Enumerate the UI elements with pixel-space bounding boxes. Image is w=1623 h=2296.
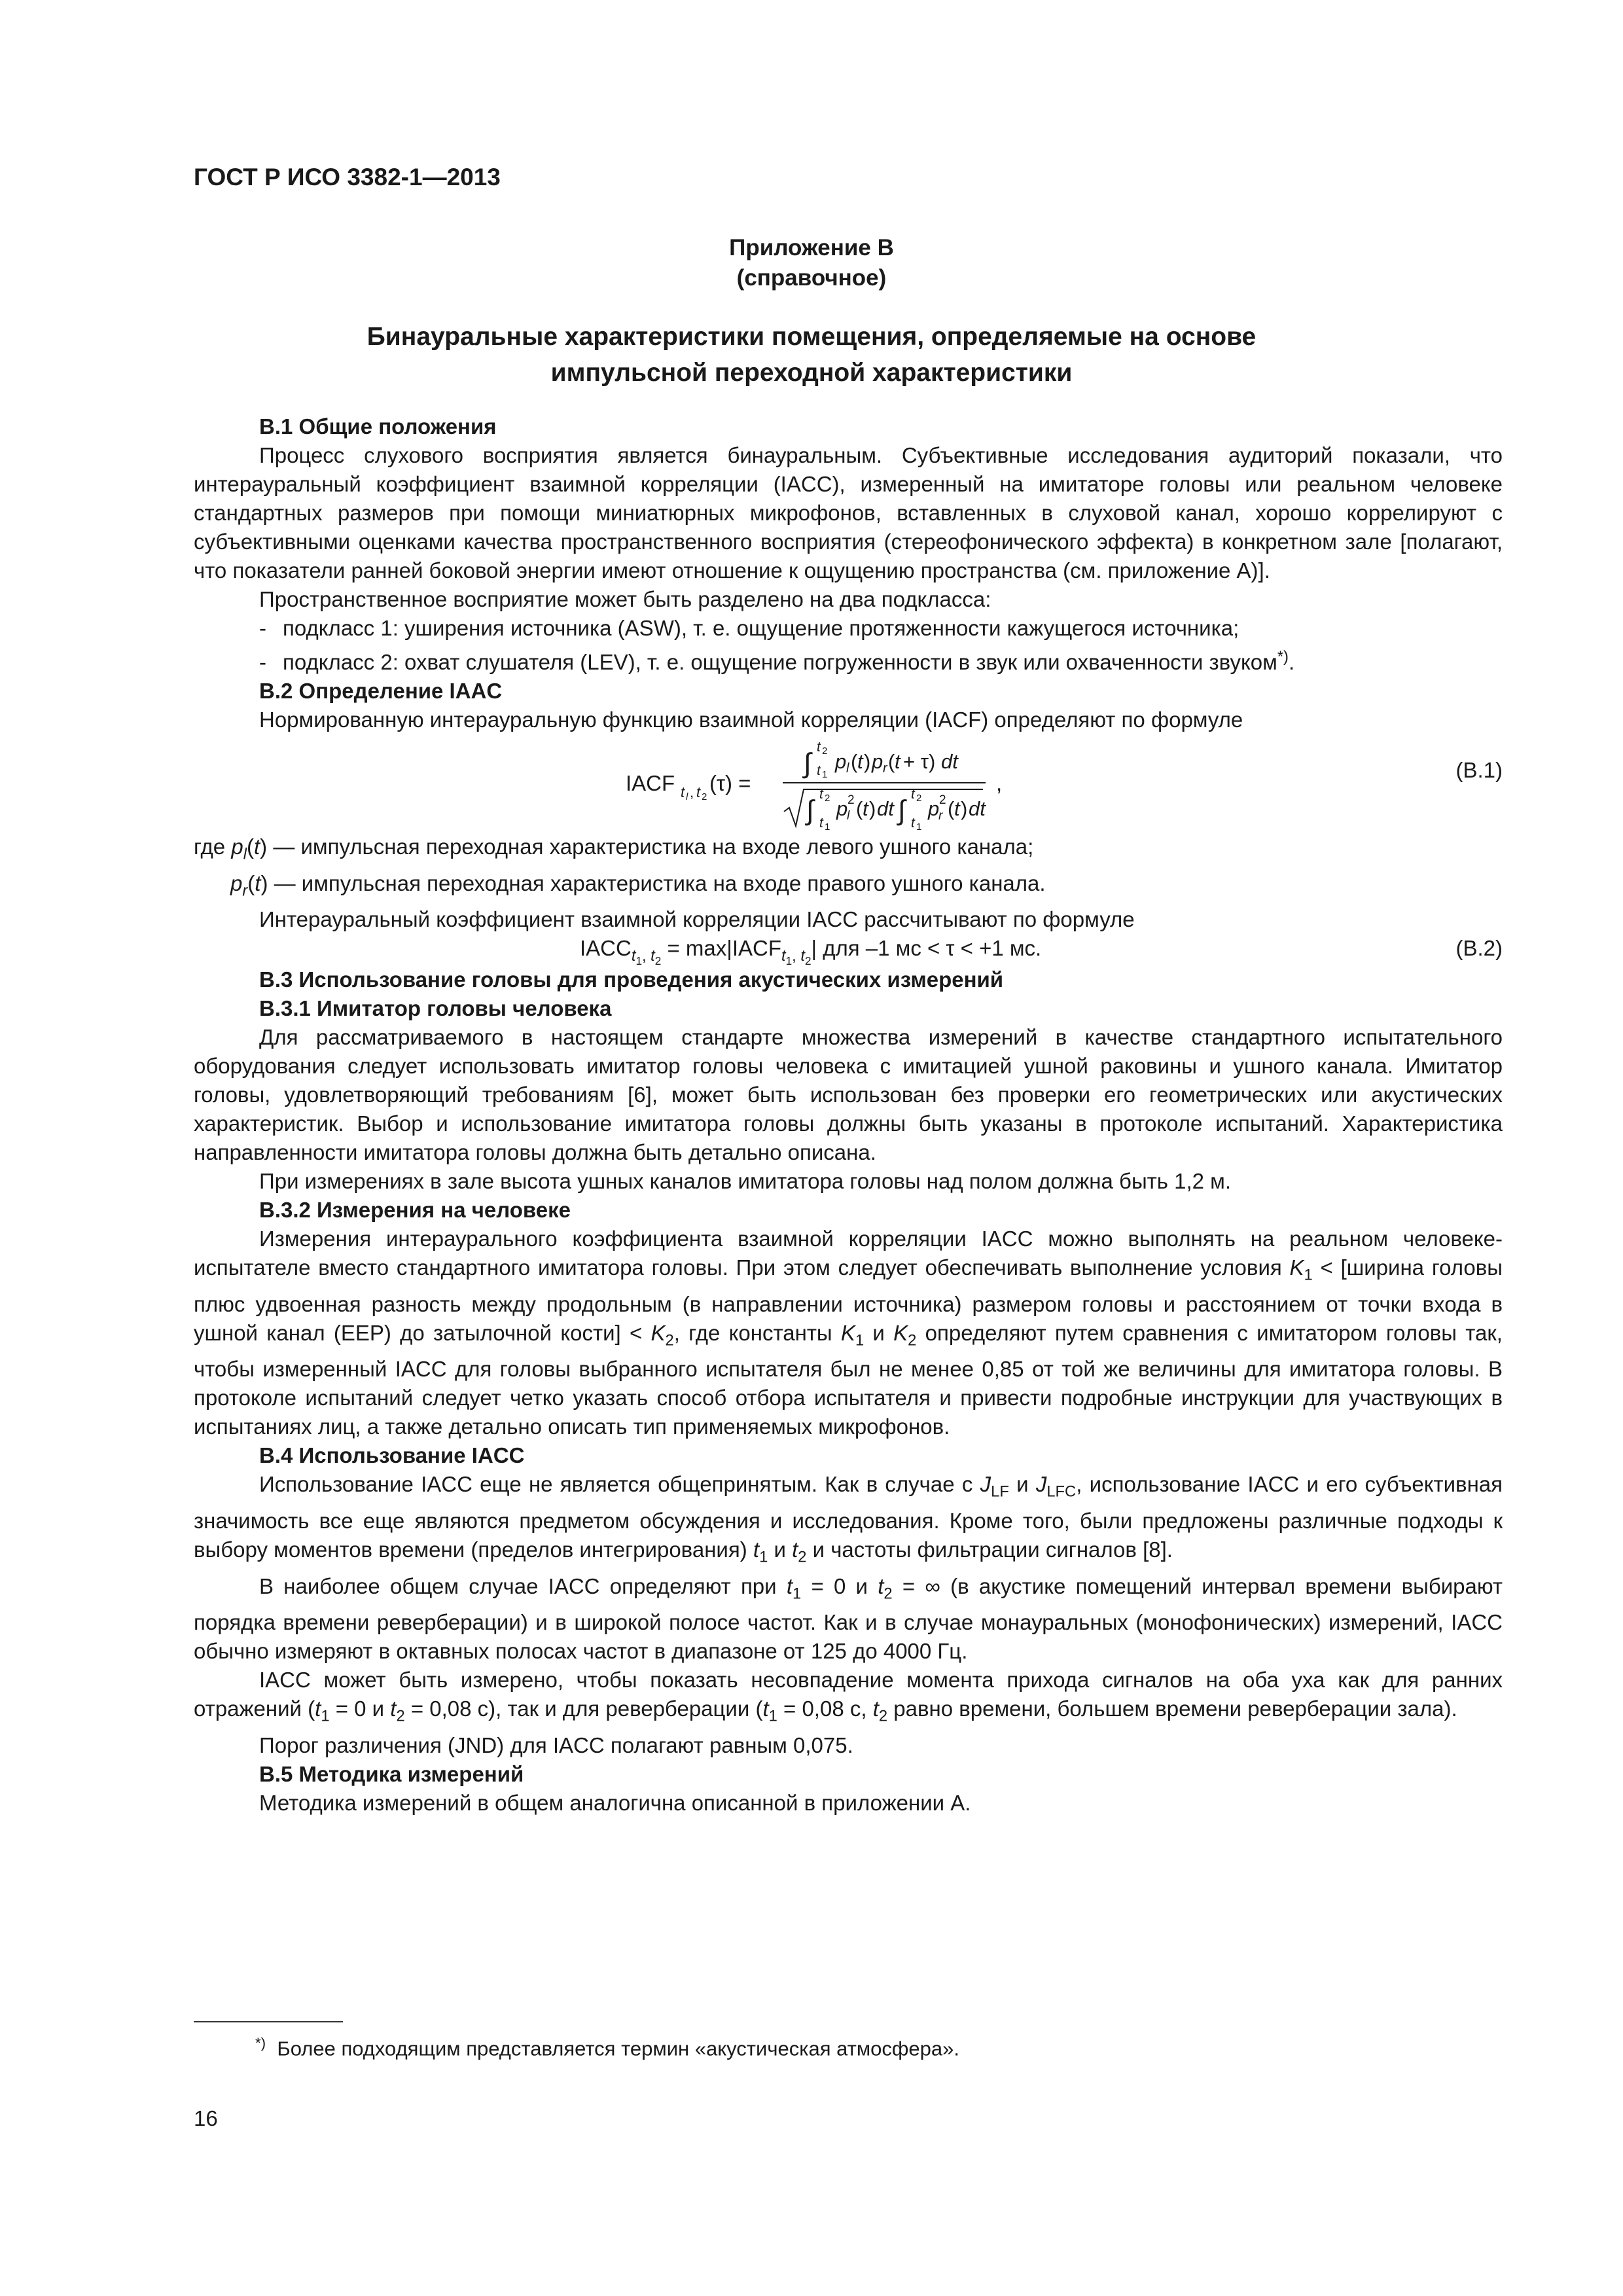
svg-text:2: 2	[702, 791, 707, 802]
svg-text:dt: dt	[969, 797, 986, 820]
paragraph: Порог различения (JND) для IACC полагают равным 0,075.	[259, 1732, 853, 1757]
svg-text:,: ,	[996, 771, 1003, 795]
where-line: $p_r(t)$ — импульсная переходная характеристика на входе правого ушного канала.	[230, 870, 1046, 900]
formula-b1	[194, 734, 1503, 833]
svg-text:dt: dt	[877, 797, 894, 820]
svg-text:t: t	[857, 750, 863, 773]
subsection-heading: В.3.1 Имитатор головы человека	[259, 996, 612, 1021]
svg-text:t: t	[895, 750, 901, 773]
svg-text:t: t	[911, 787, 915, 802]
svg-text:(: (	[888, 750, 895, 773]
svg-text:∫: ∫	[804, 747, 812, 778]
svg-text:t: t	[696, 784, 701, 800]
appendix-type: (справочное)	[736, 265, 887, 291]
svg-text:t: t	[954, 797, 960, 820]
appendix-title: Приложение В	[729, 235, 894, 260]
svg-text:t: t	[817, 763, 821, 778]
svg-text:r: r	[883, 761, 887, 776]
svg-text:2: 2	[847, 793, 855, 807]
svg-text:2: 2	[825, 793, 830, 804]
paragraph: IACC может быть измерено, чтобы показать несовпадение момента прихода сигналов на оба уха как для ранних отражений ($t_1 = 0$ и $t_2 = 0,08$ с), так и для реверберации ($t_1 = 0,08$ с, $t_2$ равно времени, большем времени реверберации зала).	[194, 1668, 1503, 1725]
svg-text:(: (	[851, 750, 858, 773]
svg-text:dt: dt	[941, 750, 958, 773]
svg-text:2: 2	[939, 793, 946, 807]
paragraph: Пространственное восприятие может быть разделено на два подкласса:	[259, 587, 991, 611]
svg-text:l: l	[686, 791, 688, 802]
paragraph: В наиболее общем случае IACC определяют при $t_1 = 0$ и $t_2$ = ∞ (в акустике помещений интервал времени выбирают порядка времени реверберации) и в широкой полосе частот. Как и в случае монауральных (монофонических) измерений, IACC обычно измеряют в октавных полосах частот в диапазоне от 125 до 4000 Гц.	[194, 1573, 1503, 1664]
standard-header: ГОСТ Р ИСО 3382-1—2013	[194, 164, 501, 190]
svg-text:(: (	[856, 797, 863, 820]
svg-text:1: 1	[916, 821, 922, 833]
svg-text:r: r	[938, 809, 943, 823]
svg-text:∫: ∫	[898, 795, 906, 825]
paragraph: Процесс слухового восприятия является бинауральным. Субъективные исследования аудиторий показали, что интерауральный коэффициент взаимной корреляции (IACC), измеренный на имитаторе головы или реальном человеке стандартных размеров при помощи миниатюрных микрофонов, вставленных в слуховой канал, хорошо коррелируют с субъективными оценками качества пространственного восприятия (стереофонического эффекта) в конкретном зале [полагают, что показатели ранней боковой энергии имеют отношение к ощущению пространства (см. приложение А)].	[194, 443, 1503, 583]
svg-text:2: 2	[822, 745, 828, 757]
paragraph: Интерауральный коэффициент взаимной корреляции IACC рассчитывают по формуле	[259, 907, 1135, 932]
svg-text:1: 1	[822, 769, 828, 780]
equation-number: (В.1)	[1455, 758, 1503, 782]
svg-text:∫: ∫	[806, 795, 814, 825]
svg-text:t: t	[817, 740, 821, 755]
svg-text:(τ) =: (τ) =	[709, 771, 751, 795]
svg-text:): )	[961, 797, 968, 820]
subsection-heading: В.3.2 Измерения на человеке	[259, 1198, 571, 1223]
paragraph: При измерениях в зале высота ушных каналов имитатора головы над полом должна быть 1,2 м.	[259, 1169, 1232, 1194]
svg-text:+ τ): + τ)	[903, 750, 936, 773]
svg-text:(: (	[948, 797, 955, 820]
section-heading: В.4 Использование IACC	[259, 1443, 525, 1468]
paragraph: Измерения интераурального коэффициента взаимной корреляции IACC можно выполнять на реальном человеке-испытателе вместо стандартного имитатора головы. При этом следует обеспечивать выполнение условия $K_1$ < [ширина головы плюс удвоенная разность между продольным (в направлении источника) размером головы и расстоянием от точки входа в ушной канал (EEP) до затылочной кости] < $K_2$, где константы $K_1$ и $K_2$ определяют путем сравнения с имитатором головы так, чтобы измеренный IACC для головы выбранного испытателя был не менее 0,85 от той же величины для имитатора головы. В протоколе испытаний следует четко указать способ отбора испытателя и привести подробные инструкции для участвующих в испытаниях лиц, а также детально описать тип применяемых микрофонов.	[194, 1227, 1503, 1439]
body-text	[194, 412, 1503, 1818]
section-heading: В.3 Использование головы для проведения акустических измерений	[259, 967, 1004, 992]
footnote-ref: *)	[1277, 648, 1289, 666]
main-title-line-2: импульсной переходной характеристики	[550, 359, 1073, 387]
iacc-formula: $IACC_{t_1, t_2}$ = $\max|IACF_{t_1, t_2}|$ для –1 мс < τ < +1 мс.	[580, 936, 1042, 967]
svg-text:l: l	[847, 809, 850, 823]
formula-b2	[194, 934, 1503, 965]
svg-text:t: t	[819, 816, 823, 831]
iacf-formula	[613, 734, 1267, 833]
paragraph: Для рассматриваемого в настоящем стандарте множества измерений в качестве стандартного испытательного оборудования следует использовать имитатор головы человека с имитацией ушной раковины и ушного канала. Имитатор головы, удовлетворяющий требованиям [6], может быть использован без проверки его геометрических или акустических характеристик. Выбор и использование имитатора головы должны быть указаны в протоколе испытаний. Характеристика направленности имитатора головы должна быть детально описана.	[194, 1025, 1503, 1165]
where-line: где $p_l(t)$ — импульсная переходная характеристика на входе левого ушного канала;	[194, 834, 1034, 863]
paragraph: Использование IACC еще не является общепринятым. Как в случае с $J_{LF}$ и $J_{LFC}$, использование IACC и его субъективная значимость все еще являются предметом обсуждения и исследования. Кроме того, были предложены различные подходы к выбору моментов времени (пределов интегрирования) $t_1$ и $t_2$ и частоты фильтрации сигналов [8].	[194, 1472, 1503, 1566]
svg-text:p: p	[872, 750, 883, 773]
equation-number: (В.2)	[1455, 936, 1503, 961]
section-heading: В.5 Методика измерений	[259, 1761, 524, 1786]
footnote-divider	[194, 2021, 343, 2022]
svg-text:t: t	[863, 797, 868, 820]
list-item: - подкласс 1: уширения источника (ASW), т. е. ощущение протяженности кажущегося источника;	[259, 616, 1240, 640]
svg-text:2: 2	[916, 793, 922, 804]
paragraph: Нормированную интерауральную функцию взаимной корреляции (IACF) определяют по формуле	[259, 708, 1243, 732]
section-heading: В.1 Общие положения	[259, 414, 497, 439]
svg-text:,: ,	[690, 784, 694, 800]
paragraph: Методика измерений в общем аналогична описанной в приложении А.	[259, 1790, 971, 1815]
svg-text:p: p	[928, 797, 940, 820]
svg-text:p: p	[835, 750, 847, 773]
footnote: *) Более подходящим представляется термин «акустическая атмосфера».	[255, 2035, 959, 2060]
svg-text:): )	[869, 797, 876, 820]
svg-text:t: t	[681, 784, 685, 800]
svg-text:l: l	[846, 761, 849, 776]
main-title-line-1: Бинауральные характеристики помещения, определяемые на основе	[366, 323, 1257, 351]
svg-text:IACF: IACF	[626, 771, 675, 795]
svg-text:t: t	[911, 816, 915, 831]
svg-text:1: 1	[825, 821, 830, 833]
svg-text:t: t	[819, 787, 823, 802]
svg-text:): )	[864, 750, 871, 773]
list-item: - подкласс 2: охват слушателя (LEV), т. е. ощущение погруженности в звук или охваченности звуком*).	[259, 648, 1295, 674]
svg-text:p: p	[836, 797, 848, 820]
section-heading: В.2 Определение IAAC	[259, 679, 503, 703]
page-number: 16	[194, 2106, 218, 2130]
